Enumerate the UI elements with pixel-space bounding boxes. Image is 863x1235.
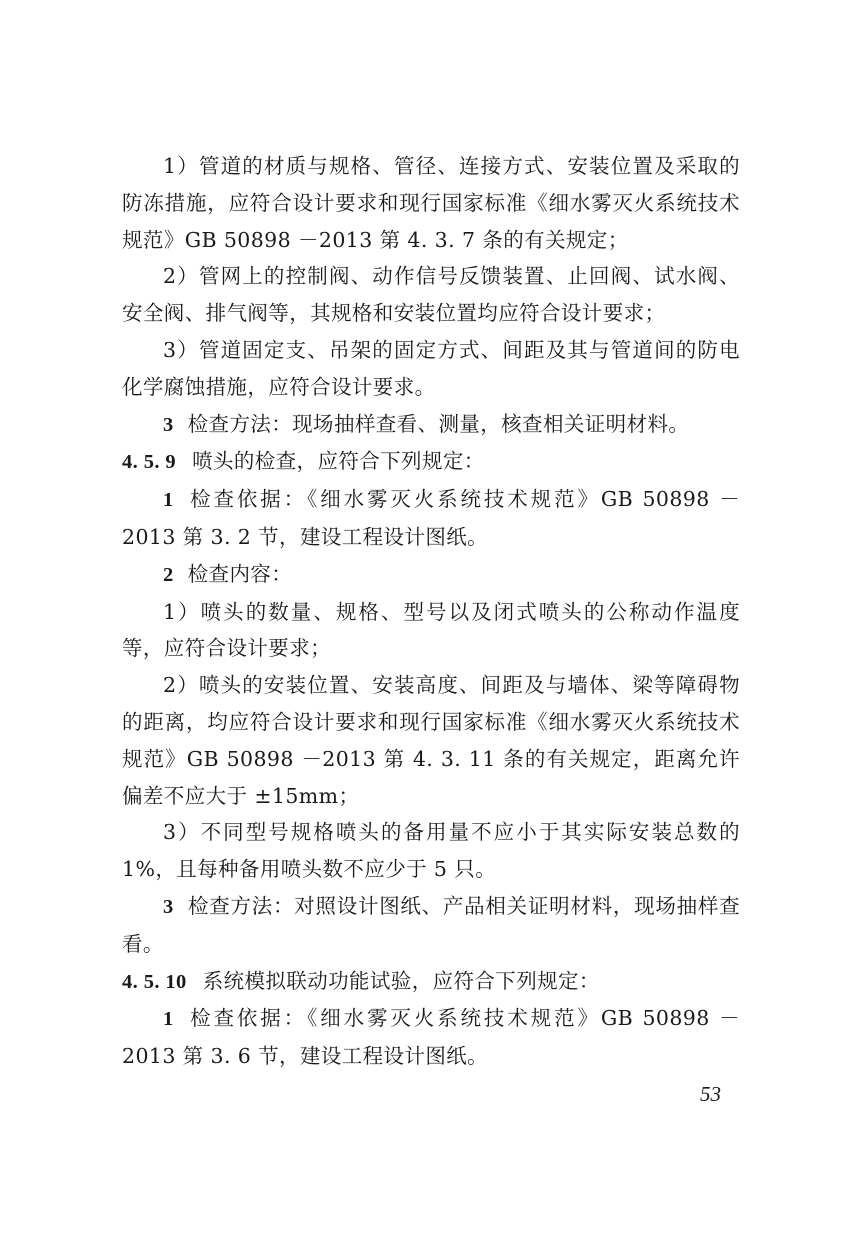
paragraph-text: 3）管道固定支、吊架的固定方式、间距及其与管道间的防电化学腐蚀措施，应符合设计要求。 [122,337,740,399]
paragraph-text: 检查内容： [187,561,293,586]
paragraph [122,406,740,444]
item-number: 1 [163,1008,174,1031]
paragraph-text: 2）管网上的控制阀、动作信号反馈装置、止回阀、试水阀、安全阀、排气阀等，其规格和安装位置均应符合设计要求； [122,264,740,326]
paragraph [122,148,740,258]
paragraph [122,594,740,668]
item-number: 3 [163,895,174,918]
paragraph-text: 检查方法：现场抽样查看、测量，核查相关证明材料。 [187,411,690,436]
item-number: 2 [163,563,174,586]
document-body [122,148,740,1075]
section-number: 4. 5. 10 [122,970,187,993]
section-number: 4. 5. 9 [122,451,177,474]
section-heading-text: 系统模拟联动功能试验，应符合下列规定： [202,968,600,993]
paragraph [122,814,740,888]
paragraph [122,258,740,332]
section-heading [122,963,740,1001]
paragraph-text: 检查依据：《细水雾灭火系统技术规范》GB 50898 －2013 第 3. 2 节，建设工程设计图纸。 [122,487,740,549]
paragraph-text: 检查方法：对照设计图纸、产品相关证明材料，现场抽样查看。 [122,893,740,956]
paragraph-text: 3）不同型号规格喷头的备用量不应小于其实际安装总数的 1%，且每种备用喷头数不应少于 5 只。 [122,820,740,882]
paragraph-text: 1）喷头的数量、规格、型号以及闭式喷头的公称动作温度等，应符合设计要求； [122,599,740,661]
paragraph [122,332,740,406]
section-heading-text: 喷头的检查，应符合下列规定： [192,449,485,474]
paragraph-text: 2）喷头的安装位置、安装高度、间距及与墙体、梁等障碍物的距离，均应符合设计要求和现行国家标准《细水雾灭火系统技术规范》GB 50898 －2013 第 4. 3. 11 条的有关规定，距离允许偏差不应大于 ±15mm； [122,673,740,808]
paragraph-text: 检查依据：《细水雾灭火系统技术规范》GB 50898 －2013 第 3. 6 节，建设工程设计图纸。 [122,1006,740,1069]
paragraph [122,481,740,556]
section-heading [122,443,740,481]
paragraph [122,556,740,594]
paragraph [122,667,740,814]
paragraph [122,888,740,963]
item-number: 3 [163,413,174,436]
paragraph-text: 1）管道的材质与规格、管径、连接方式、安装位置及采取的防冻措施，应符合设计要求和现行国家标准《细水雾灭火系统技术规范》GB 50898 －2013 第 4. 3. 7 条的有关规定； [122,154,740,252]
paragraph [122,1000,740,1075]
item-number: 1 [163,489,174,512]
page-number: 53 [700,1082,721,1106]
